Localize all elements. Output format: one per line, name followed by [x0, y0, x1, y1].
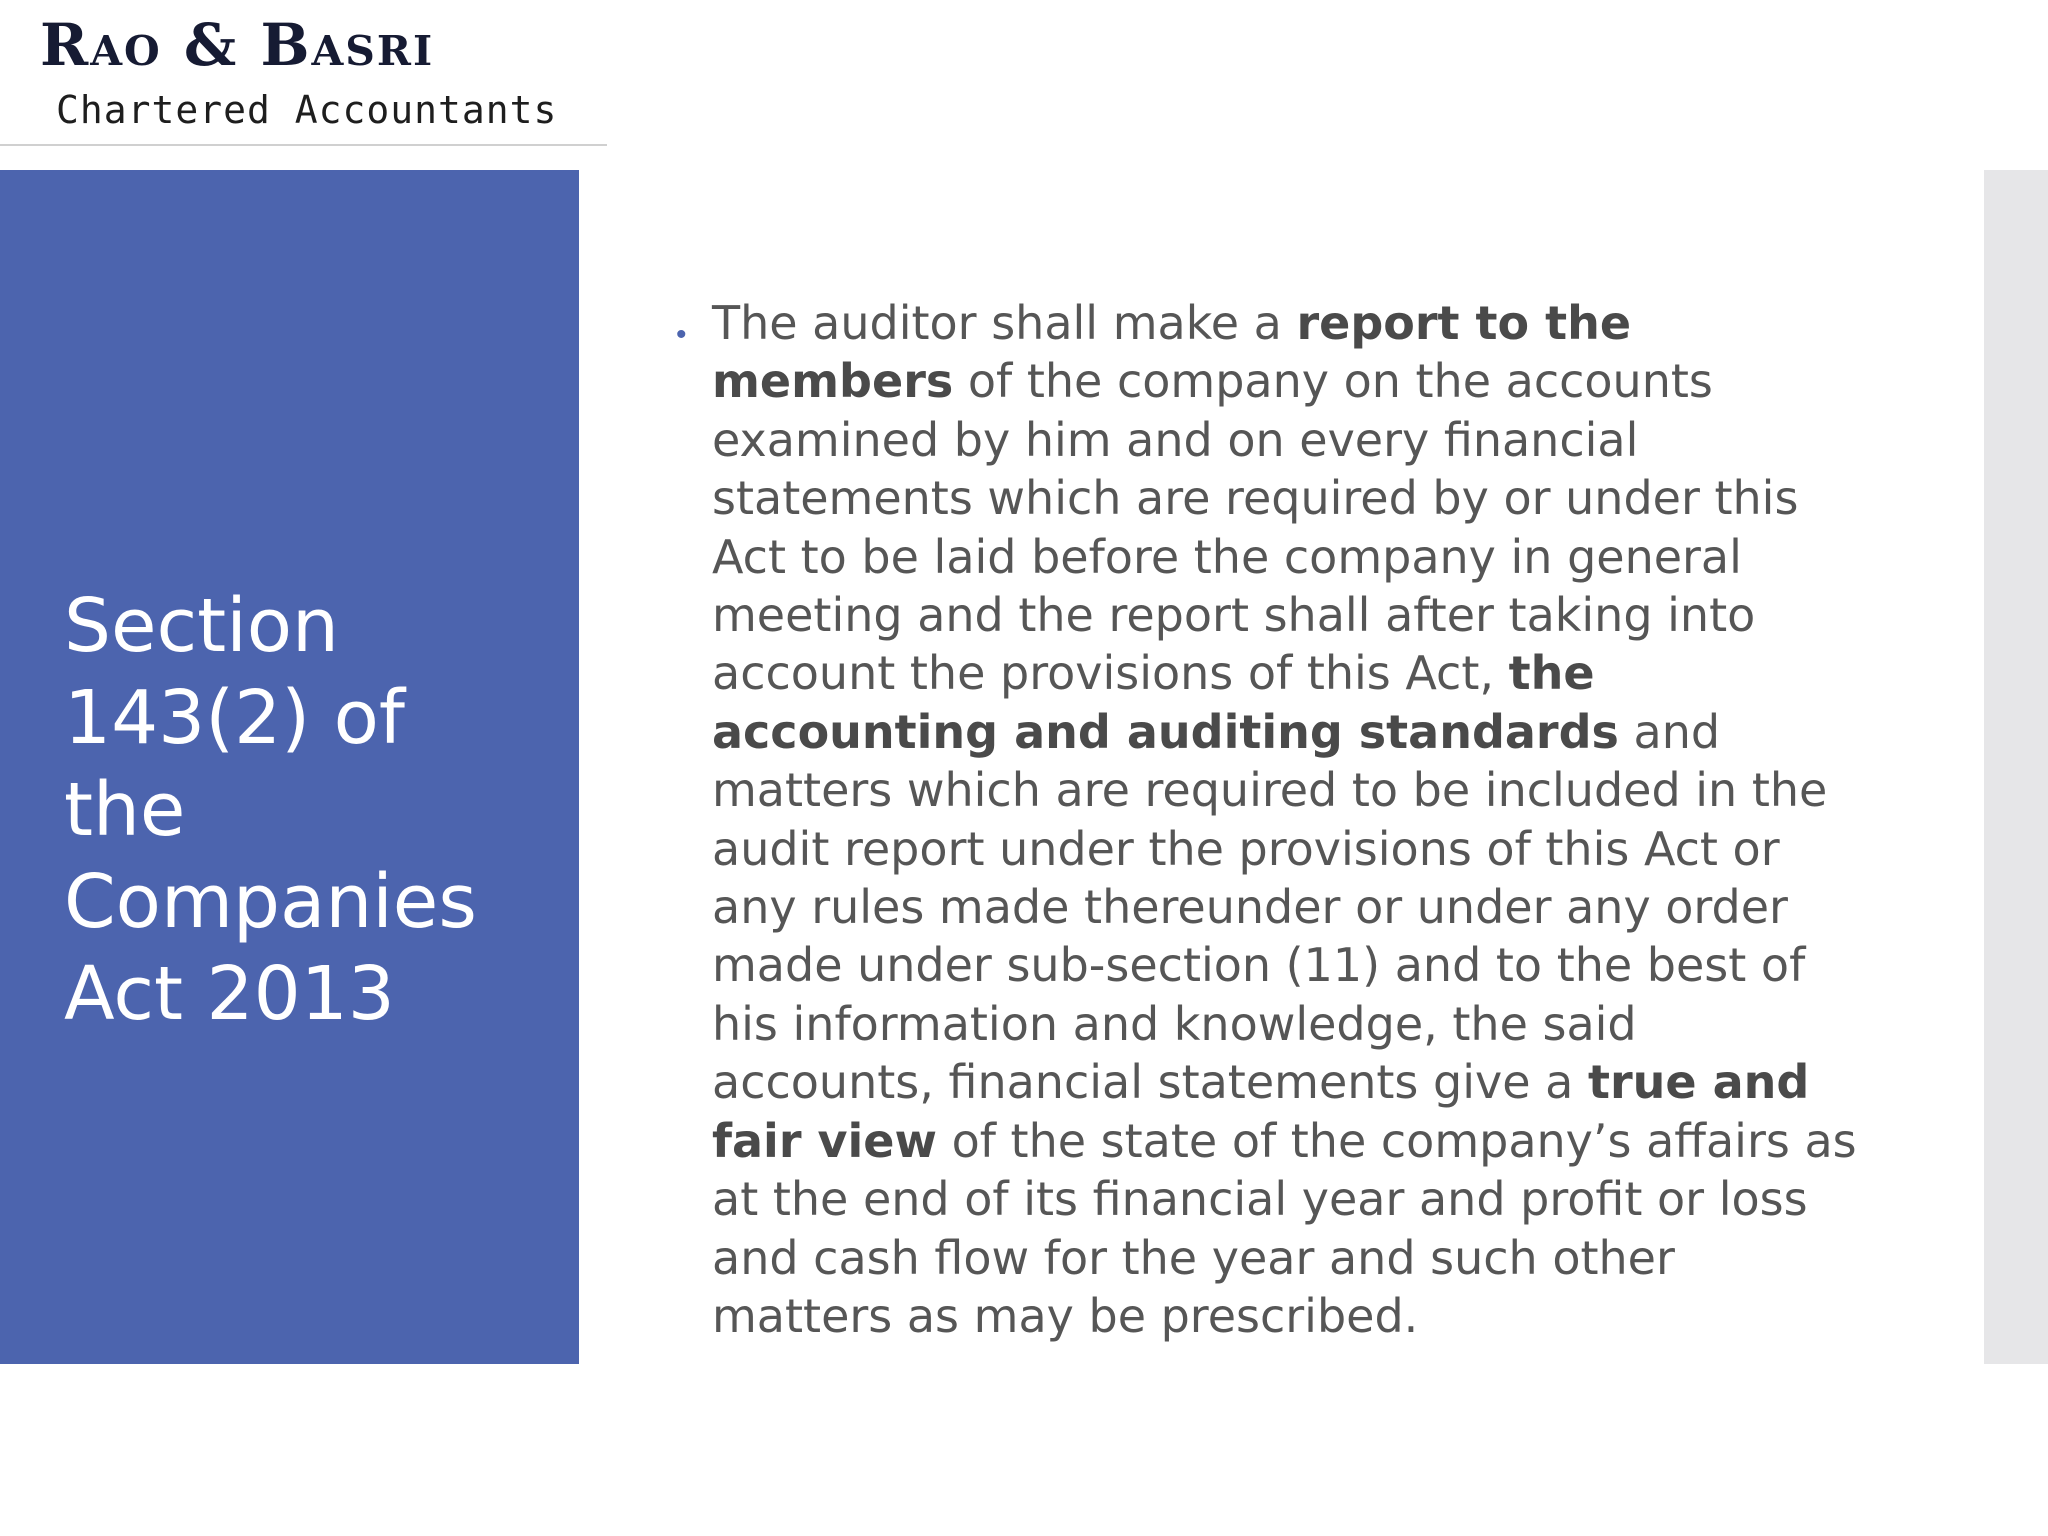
bullet-text [712, 294, 1860, 1345]
side-bar [1984, 170, 2048, 1364]
logo-subtitle: Chartered Accountants [56, 88, 558, 132]
bold-phrase: the accounting and auditing standards [712, 646, 1619, 759]
company-logo [0, 0, 607, 146]
logo-name: Rao & Basri [40, 11, 435, 79]
bullet-text-part: of the company on the accounts examined by him and on every financial statements which are required by or under this Act to be laid before the company in general meeting and the report shall after taking into account the provisions of this Act, [712, 354, 1799, 701]
slide-content [670, 294, 1860, 1345]
bullet-icon: • [676, 318, 687, 351]
bullet-text-part: and matters which are required to be included in the audit report under the provisions of this Act or any rules made thereunder or under any order made under sub-section (11) and to the best of his information and knowledge, the said accounts, financial statements give a [712, 704, 1828, 1110]
bullet-text-part: The auditor shall make a [712, 296, 1297, 350]
bold-phrase: report to the members [712, 296, 1632, 409]
bullet-text-part: of the state of the company’s affairs as at the end of its financial year and profit or loss and cash flow for the year and such other matters as may be prescribed. [712, 1113, 1857, 1343]
bold-phrase: true and fair view [712, 1055, 1810, 1168]
slide-title: Section 143(2) of the Companies Act 2013 [64, 583, 477, 1037]
